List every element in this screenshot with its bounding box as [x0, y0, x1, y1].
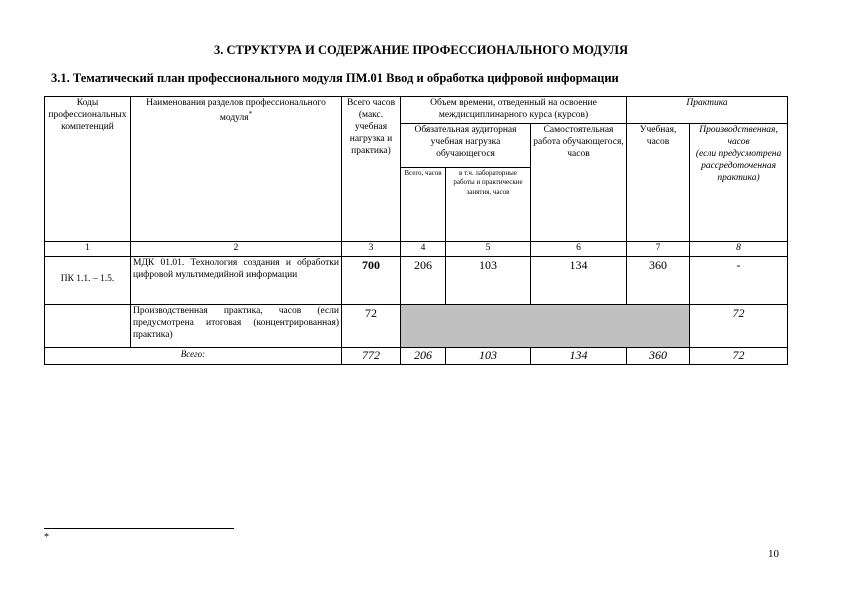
- all-hours: 206: [401, 256, 446, 304]
- header-practice: Практика: [627, 97, 788, 124]
- header-sections-text: Наименования разделов профессионального модуля: [146, 98, 326, 124]
- footnote-ref: *: [248, 109, 253, 118]
- totals-label: Всего:: [45, 347, 342, 364]
- module-name: МДК 01.01. Технология создания и обработки цифровой мультимедийной информации: [131, 256, 342, 304]
- header-total: Всего часов (макс. учебная нагрузка и практика): [342, 97, 401, 242]
- header-mandatory: Обязательная аудиторная учебная нагрузка обучающегося: [401, 124, 531, 168]
- section-title: 3. СТРУКТУРА И СОДЕРЖАНИЕ ПРОФЕССИОНАЛЬНОГО МОДУЛЯ: [213, 43, 629, 57]
- header-lab-hours: в т.ч. лабораторные работы и практические занятия, часов: [446, 168, 531, 242]
- page-number: 10: [768, 548, 779, 560]
- header-independent: Самостоятельная работа обучающегося, часов: [531, 124, 627, 242]
- total-hours: 700: [342, 256, 401, 304]
- totals-industrial: 72: [690, 347, 788, 364]
- header-codes: Коды профессиональных компетенций: [45, 97, 131, 242]
- practice-industrial-hours: 72: [690, 304, 788, 347]
- header-educational: Учебная, часов: [627, 124, 690, 242]
- totals-educational: 360: [627, 347, 690, 364]
- practice-name: Производственная практика, часов (если предусмотрена итоговая (концентрированная) практика): [131, 304, 342, 347]
- educational-hours: 360: [627, 256, 690, 304]
- col-number: 3: [342, 242, 401, 257]
- footnote-mark: *: [44, 532, 49, 543]
- industrial-hours: -: [690, 256, 788, 304]
- col-number: 1: [45, 242, 131, 257]
- header-volume: Объем времени, отведенный на освоение междисциплинарного курса (курсов): [401, 97, 627, 124]
- shaded-cell: [401, 304, 690, 347]
- empty-cell: [45, 304, 131, 347]
- competency-code: ПК 1.1. – 1.5.: [45, 256, 131, 304]
- lab-hours: 103: [446, 256, 531, 304]
- independent-hours: 134: [531, 256, 627, 304]
- totals-row: [45, 347, 788, 364]
- header-sections: [131, 97, 342, 242]
- table-caption: 3.1. Тематический план профессионального модуля ПМ.01 Ввод и обработка цифровой информации: [51, 71, 619, 85]
- totals-independent: 134: [531, 347, 627, 364]
- col-number: 2: [131, 242, 342, 257]
- practice-total-hours: 72: [342, 304, 401, 347]
- footnote-divider: [44, 528, 234, 529]
- totals-all: 206: [401, 347, 446, 364]
- col-number: 7: [627, 242, 690, 257]
- totals-total: 772: [342, 347, 401, 364]
- header-industrial-text: Производственная, часов: [699, 125, 778, 147]
- table-row: [45, 304, 788, 347]
- table-row: [45, 256, 788, 304]
- header-industrial: [690, 124, 788, 242]
- totals-lab: 103: [446, 347, 531, 364]
- header-all-hours: Всего, часов: [401, 168, 446, 242]
- col-number: 6: [531, 242, 627, 257]
- header-industrial-note: (если предусмотрена рассредоточенная практика): [695, 148, 782, 183]
- col-number: 4: [401, 242, 446, 257]
- col-number: 8: [690, 242, 788, 257]
- thematic-plan-table: [44, 96, 788, 365]
- col-number: 5: [446, 242, 531, 257]
